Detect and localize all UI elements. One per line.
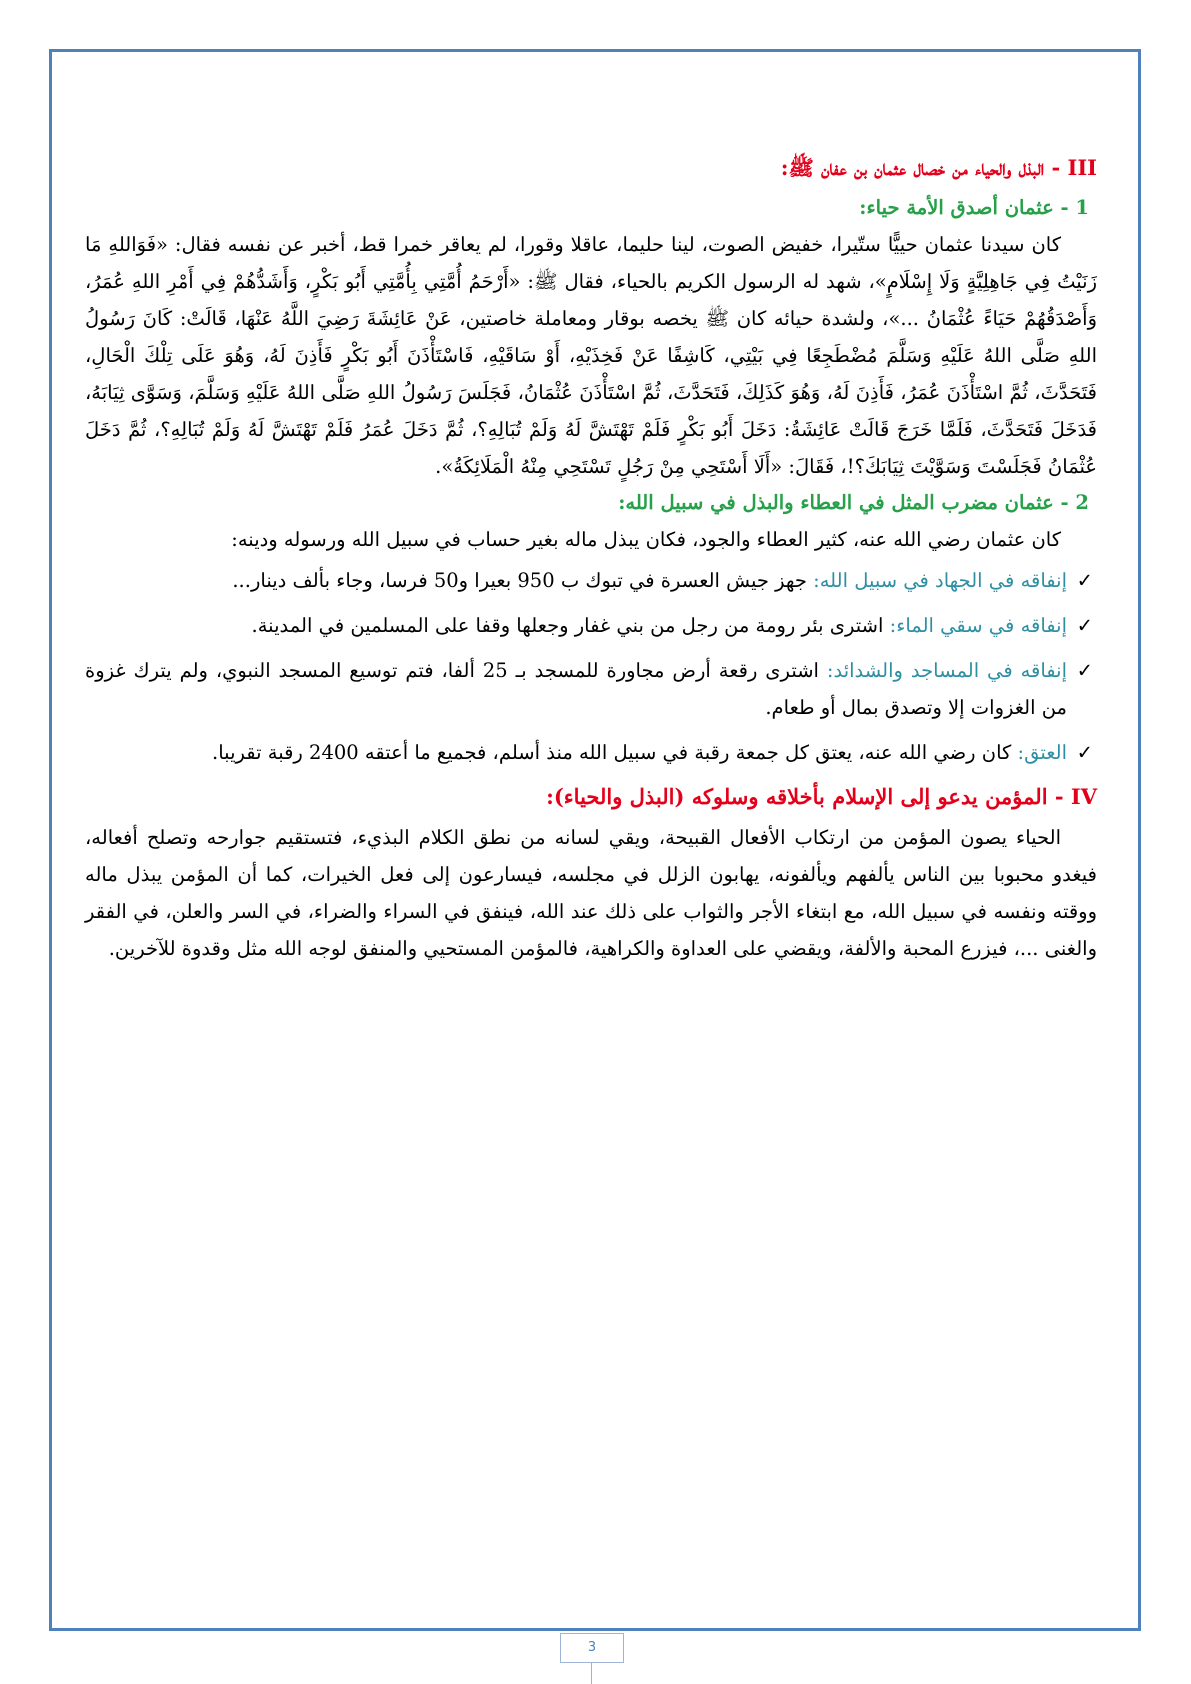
list-item: [85, 607, 1097, 644]
list-item-label: إنفاقه في المساجد والشدائد:: [826, 659, 1067, 682]
list-item-text: كان رضي الله عنه، يعتق كل جمعة رقبة في سبيل الله منذ أسلم، فجميع ما أعتقه 2400 رقبة تقريبا.: [212, 741, 1018, 764]
subsection-1-heading: 1 - عثمان أصدق الأمة حياء:: [859, 196, 1089, 219]
list-item-text: جهز جيش العسرة في تبوك ب 950 بعيرا و50 فرسا، وجاء بألف دينار...: [232, 569, 814, 592]
list-item-label: إنفاقه في الجهاد في سبيل الله:: [813, 569, 1067, 592]
list-item: [85, 652, 1097, 726]
list-item: [85, 734, 1097, 771]
page-number-connector: [591, 1663, 592, 1684]
checkmark-icon: ✓: [1076, 659, 1093, 682]
list-item-label: العتق:: [1017, 741, 1067, 764]
checkmark-icon: ✓: [1076, 614, 1093, 637]
subsection-1-paragraph: كان سيدنا عثمان حييًّا ستّيرا، خفيض الصوت، لينا حليما، عاقلا وقورا، لم يعاقر خمرا قط، أخبر عن نفسه فقال: «فَوَاللهِ مَا زَنَيْتُ فِي جَاهِلِيَّةٍ وَلَا إِسْلَامٍ»، شهد له الرسول الكريم بالحياء، فقال ﷺ: «أَرْحَمُ أُمَّتِي بِأُمَّتِي أَبُو بَكْرٍ، وَأَشَدُّهُمْ فِي أَمْرِ اللهِ عُمَرُ، وَأَصْدَقُهُمْ حَيَاءً عُثْمَانُ ...»، ولشدة حيائه كان ﷺ يخصه بوقار ومعاملة خاصتين، عَنْ عَائِشَةَ رَضِيَ اللَّهُ عَنْهَا، قَالَتْ: كَانَ رَسُولُ اللهِ صَلَّى اللهُ عَلَيْهِ وَسَلَّمَ مُضْطَجِعًا فِي بَيْتِي، كَاشِفًا عَنْ فَخِذَيْهِ، أَوْ سَاقَيْهِ، فَاسْتَأْذَنَ أَبُو بَكْرٍ فَأَذِنَ لَهُ، وَهُوَ عَلَى تِلْكَ الْحَالِ، فَتَحَدَّثَ، ثُمَّ اسْتَأْذَنَ عُمَرُ، فَأَذِنَ لَهُ، وَهُوَ كَذَلِكَ، فَتَحَدَّثَ، ثُمَّ اسْتَأْذَنَ عُثْمَانُ، فَجَلَسَ رَسُولُ اللهِ صَلَّى اللهُ عَلَيْهِ وَسَلَّمَ، وَسَوَّى ثِيَابَهُ، فَدَخَلَ فَتَحَدَّثَ، فَلَمَّا خَرَجَ قَالَتْ عَائِشَةُ: دَخَلَ أَبُو بَكْرٍ فَلَمْ تَهْتَشَّ لَهُ وَلَمْ تُبَالِهِ؟، ثُمَّ دَخَلَ عُمَرُ فَلَمْ تَهْتَشَّ لَهُ وَلَمْ تُبَالِهِ؟، ثُمَّ دَخَلَ عُثْمَانُ فَجَلَسْتَ وَسَوَّيْتَ ثِيَابَكَ؟!، فَقَالَ: «أَلَا أَسْتَحِي مِنْ رَجُلٍ تَسْتَحِي مِنْهُ الْمَلَائِكَةُ».: [85, 233, 1097, 478]
section-4-paragraph: الحياء يصون المؤمن من ارتكاب الأفعال القبيحة، ويقي لسانه من نطق الكلام البذيء، فتستقيم جوارحه وتصلح أفعاله، فيغدو محبوبا بين الناس يألفهم ويألفونه، يهابون الزلل في مجلسه، فيسارعون إلى فعل الخيرات، كما أن المؤمن يبذل ماله ووقته ونفسه في سبيل الله، مع ابتغاء الأجر والثواب على ذلك عند الله، فينفق في السراء والضراء، في السر والعلن، في الفقر والغنى ...، فيزرع المحبة والألفة، ويقضي على العداوة والكراهية، فالمؤمن المستحيي والمنفق لوجه الله مثل وقدوة للآخرين.: [85, 826, 1097, 960]
section-4-heading: IV - المؤمن يدعو إلى الإسلام بأخلاقه وسلوكه (البذل والحياء):: [546, 784, 1097, 809]
section-3-heading: III - البذل والحياء من خصال عثمان بن عفان ﷺ:: [780, 155, 1097, 180]
subsection-2-heading: 2 - عثمان مضرب المثل في العطاء والبذل في سبيل الله:: [618, 491, 1089, 514]
subsection-2-intro: كان عثمان رضي الله عنه، كثير العطاء والجود، فكان يبذل ماله بغير حساب في سبيل الله ورسوله ودينه:: [231, 528, 1061, 551]
page-number: 3: [560, 1633, 624, 1663]
spending-list: [85, 562, 1097, 771]
list-item: [85, 562, 1097, 599]
list-item-label: إنفاقه في سقي الماء:: [889, 614, 1067, 637]
list-item-text: اشترى رقعة أرض مجاورة للمسجد بـ 25 ألفا، فتم توسيع المسجد النبوي، ولم يترك غزوة من الغزوات إلا وتصدق بمال أو طعام.: [85, 659, 1067, 719]
checkmark-icon: ✓: [1076, 741, 1093, 764]
checkmark-icon: ✓: [1076, 569, 1093, 592]
document-body: [85, 150, 1097, 967]
list-item-text: اشترى بئر رومة من رجل من بني غفار وجعلها وقفا على المسلمين في المدينة.: [251, 614, 890, 637]
